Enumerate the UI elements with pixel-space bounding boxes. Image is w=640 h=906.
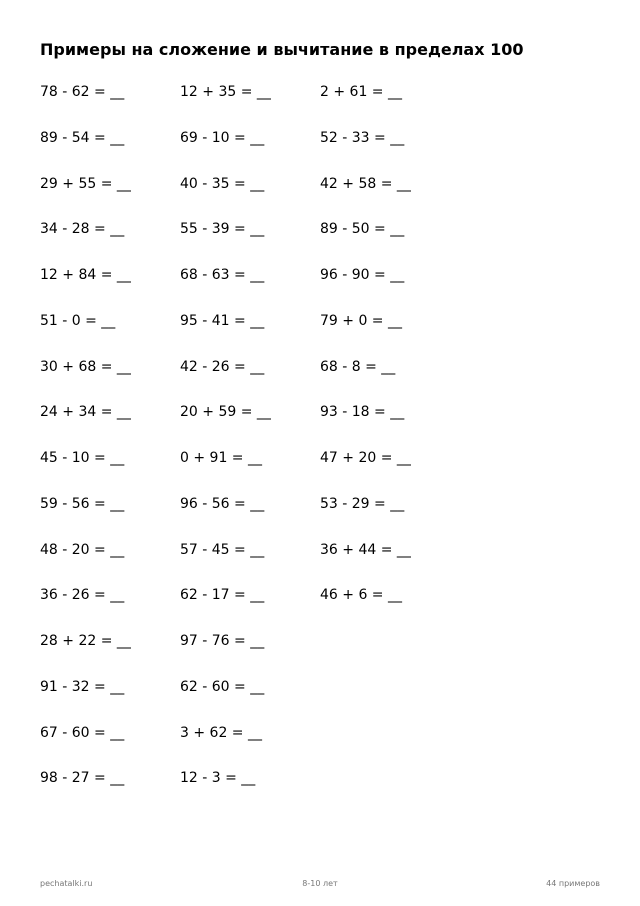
problem-column-3: [320, 83, 460, 815]
math-problem: 30 + 68 = __: [40, 358, 131, 375]
math-problem: 68 - 63 = __: [180, 267, 265, 283]
math-problem: 55 - 39 = __: [180, 221, 265, 238]
math-problem: 42 - 26 = __: [180, 358, 265, 375]
math-problem: 12 + 35 = __: [180, 84, 271, 100]
math-problem: 45 - 10 = __: [40, 450, 125, 466]
math-problem: 29 + 55 = __: [40, 175, 131, 192]
math-problem: 0 + 91 = __: [180, 450, 262, 466]
math-problem: 53 - 29 = __: [320, 495, 405, 512]
math-problem: 48 - 20 = __: [40, 541, 125, 558]
math-problem: 67 - 60 = __: [40, 724, 125, 741]
math-problem: 93 - 18 = __: [320, 404, 405, 421]
footer-site: pechatalki.ru: [40, 879, 93, 888]
math-problem: 89 - 54 = __: [40, 129, 125, 146]
math-problem: 20 + 59 = __: [180, 404, 271, 421]
math-problem: 97 - 76 = __: [180, 633, 265, 649]
math-problem: 3 + 62 = __: [180, 724, 262, 741]
page-title: Примеры на сложение и вычитание в пределах 100: [40, 40, 524, 59]
math-problem: 95 - 41 = __: [180, 312, 265, 329]
math-problem: 96 - 90 = __: [320, 267, 405, 283]
math-problem: 57 - 45 = __: [180, 541, 265, 558]
math-problem: 52 - 33 = __: [320, 129, 405, 146]
math-problem: 36 - 26 = __: [40, 587, 125, 604]
footer-count: 44 примеров: [546, 879, 600, 888]
math-problem: 40 - 35 = __: [180, 175, 265, 192]
math-problem: 12 - 3 = __: [180, 770, 256, 787]
math-problem: 51 - 0 = __: [40, 312, 116, 329]
math-problem: 96 - 56 = __: [180, 495, 265, 512]
math-problem: 98 - 27 = __: [40, 770, 125, 787]
problem-columns: [40, 83, 460, 815]
footer-age: 8-10 лет: [302, 879, 338, 888]
math-problem: 42 + 58 = __: [320, 175, 411, 192]
math-problem: 24 + 34 = __: [40, 404, 131, 421]
math-problem: 68 - 8 = __: [320, 358, 396, 375]
math-problem: 2 + 61 = __: [320, 84, 402, 100]
math-problem: 91 - 32 = __: [40, 678, 125, 695]
math-problem: 12 + 84 = __: [40, 267, 131, 283]
math-problem: 79 + 0 = __: [320, 312, 402, 329]
math-problem: 28 + 22 = __: [40, 633, 131, 649]
math-problem: 62 - 60 = __: [180, 678, 265, 695]
math-problem: 89 - 50 = __: [320, 221, 405, 238]
math-problem: 69 - 10 = __: [180, 129, 265, 146]
problem-column-1: [40, 83, 180, 815]
math-problem: 47 + 20 = __: [320, 450, 411, 466]
math-problem: 34 - 28 = __: [40, 221, 125, 238]
math-problem: 78 - 62 = __: [40, 84, 125, 100]
math-problem: 46 + 6 = __: [320, 587, 402, 604]
math-problem: 36 + 44 = __: [320, 541, 411, 558]
problem-column-2: [180, 83, 320, 815]
math-problem: 62 - 17 = __: [180, 587, 265, 604]
math-problem: 59 - 56 = __: [40, 495, 125, 512]
